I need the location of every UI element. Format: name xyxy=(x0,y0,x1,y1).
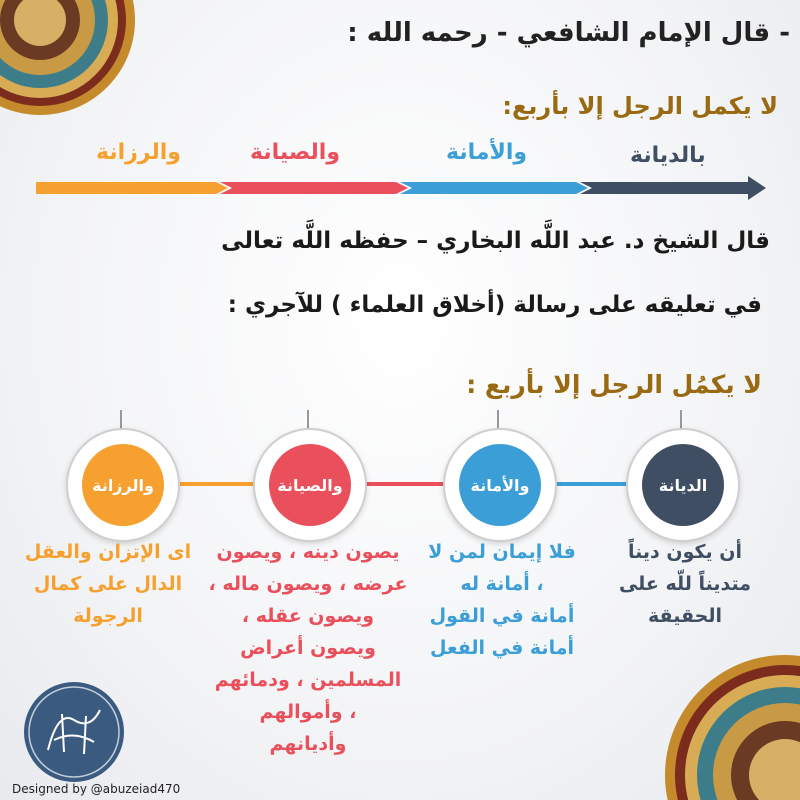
desc-line: ويصون عقله ، xyxy=(241,605,375,627)
desc-line: يصون دينه ، ويصون xyxy=(216,541,400,563)
desc-line: فلا إيمان لمن لا xyxy=(428,541,576,563)
desc-religion xyxy=(600,536,770,632)
desc-line: متديناً للّه على xyxy=(618,573,752,595)
arrow-label-integrity: والصيانة xyxy=(250,140,340,165)
circle-integrity xyxy=(253,428,367,542)
ornament-top-left xyxy=(0,0,140,120)
desc-trust xyxy=(414,536,590,664)
ornament-bottom-right xyxy=(660,650,800,800)
desc-line: اى الإتزان والعقل xyxy=(24,541,192,563)
calligraphy-logo xyxy=(18,680,130,784)
tick-2 xyxy=(497,410,499,430)
segmented-arrow xyxy=(36,176,776,200)
circle-trust xyxy=(443,428,557,542)
arrow-segment-blue xyxy=(400,182,588,194)
desc-line: ويصون أعراض xyxy=(240,637,376,659)
subtitle: لا يكمل الرجل إلا بأربع: xyxy=(502,92,778,120)
circle-label-integrity: والصيانة xyxy=(269,444,351,526)
desc-integrity xyxy=(204,536,412,760)
tick-1 xyxy=(680,410,682,430)
desc-line: المسلمين ، ودمائهم xyxy=(214,669,402,691)
commentary-line-1: قال الشيخ د. عبد اللَّه البخاري – حفظه اللَّه تعالى xyxy=(221,228,770,254)
section2-subtitle: لا يكمُل الرجل إلا بأربع : xyxy=(466,370,762,399)
desc-line: وأديانهم xyxy=(269,733,347,755)
designer-credit: Designed by @abuzeiad470 xyxy=(12,782,181,796)
desc-line: أمانة في الفعل xyxy=(430,637,574,659)
page-title: - قال الإمام الشافعي - رحمه الله : xyxy=(347,18,790,48)
arrow-segment-orange xyxy=(36,182,228,194)
circle-label-composure: والرزانة xyxy=(82,444,164,526)
desc-line: أن يكون ديناً xyxy=(627,541,743,563)
desc-line: الدال على كمال xyxy=(33,573,183,595)
arrow-label-trust: والأمانة xyxy=(446,140,528,165)
arrow-segment-dark xyxy=(580,176,766,200)
desc-line: أمانة في القول xyxy=(429,605,575,627)
circle-label-religion: الديانة xyxy=(642,444,724,526)
connector-orange xyxy=(172,482,262,486)
connector-red xyxy=(352,482,456,486)
desc-line: ، وأموالهم xyxy=(259,701,357,723)
arrow-label-religion: بالديانة xyxy=(630,143,706,168)
tick-4 xyxy=(120,410,122,430)
desc-line: الحقيقة xyxy=(648,605,722,627)
commentary-line-2: في تعليقه على رسالة (أخلاق العلماء ) للآجري : xyxy=(227,292,762,318)
desc-line: عرضه ، ويصون ماله ، xyxy=(208,573,408,595)
desc-line: ، أمانة له xyxy=(460,573,544,595)
arrow-label-composure: والرزانة xyxy=(96,140,181,165)
circle-composure xyxy=(66,428,180,542)
desc-line: الرجولة xyxy=(73,605,143,627)
circle-religion xyxy=(626,428,740,542)
desc-composure xyxy=(18,536,198,632)
tick-3 xyxy=(307,410,309,430)
circle-label-trust: والأمانة xyxy=(459,444,541,526)
arrow-segment-red xyxy=(220,182,408,194)
